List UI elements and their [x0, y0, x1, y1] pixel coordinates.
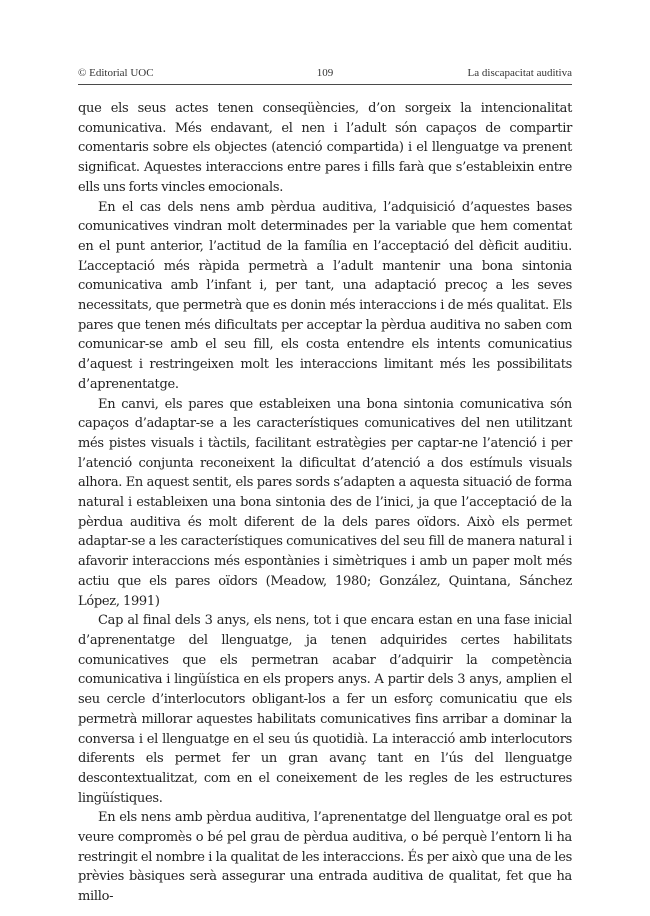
paragraph: En els nens amb pèrdua auditiva, l’aprenentatge del llenguatge oral es pot veure compromès o bé pel grau de pèrdua auditiva, o bé perquè l’entorn li ha restringit el nombre i la qualitat de les interaccions. És per això que una de les prèvies bàsiques serà assegurar una entrada auditiva de qualitat, fet que ha millo-: [78, 810, 572, 905]
paragraph: En el cas dels nens amb pèrdua auditiva, l’adquisició d’aquestes bases comunicatives vindran molt determinades per la variable que hem comentat en el punt anterior, l’actitud de la família en l’acceptació del dèficit auditiu. L’acceptació més ràpida permetrà a l’adult mantenir una bona sintonia comunicativa amb l’infant i, per tant, una adaptació precoç a les seves necessitats, que permetrà que es donin més interaccions i de més qualitat. Els pares que tenen més dificultats per acceptar la pèrdua auditiva no saben com comunicar-se amb el seu fill, els costa entendre els intents comunicatius d’aquest i restringeixen molt les interaccions limitant més les possibilitats d’aprenentatge.: [78, 199, 572, 392]
paragraph: En canvi, els pares que estableixen una bona sintonia comunicativa són capaços d’adaptar-se a les característiques comunicatives del nen utilitzant més pistes visuals i tàctils, facilitant estratègies per captar-ne l’atenció i per l’atenció conjunta reconeixent la dificultat d’atenció a dos estímuls visuals alhora. En aquest sentit, els pares sords s’adapten a aquesta situació de forma natural i estableixen una bona sintonia des de l’inici, ja que l’acceptació de la pèrdua auditiva és molt diferent de la dels pares oïdors. Això els permet adaptar-se a les característiques comunicatives del seu fill de manera natural i afavorir interaccions més espontànies i simètriques i amb un paper molt més actiu que els pares oïdors (Meadow, 1980; González, Quintana, Sánchez López, 1991): [78, 396, 572, 609]
paragraph: Cap al final dels 3 anys, els nens, tot i que encara estan en una fase inicial d’aprenentatge del llenguatge, ja tenen adquirides certes habilitats comunicatives que els permetran acabar d’adquirir la competència comunicativa i lingüística en els propers anys. A partir dels 3 anys, amplien el seu cercle d’interlocutors obligant-los a fer un esforç comunicatiu que els permetrà millorar aquestes habilitats comunicatives fins arribar a dominar la conversa i el llenguatge en el seu ús quotidià. La interacció amb interlocutors diferents els permet fer un gran avanç tant en l’ús del llenguatge descontextualitzat, com en el coneixement de les regles de les estructures lingüístiques.: [78, 613, 572, 806]
section-title: La discapacitat auditiva: [467, 67, 572, 79]
running-header: [78, 64, 572, 85]
page-number: 109: [316, 67, 334, 79]
publisher-label: © Editorial UOC: [78, 67, 154, 79]
paragraph-continuation: que els seus actes tenen conseqüències, d’on sorgeix la intencionalitat comunicativa. Més endavant, el nen i l’adult són capaços de compartir comentaris sobre els objectes (atenció compartida) i el llenguatge va prenent significat. Aquestes interaccions entre pares i fills farà que s’estableixin entre ells uns forts vincles emocionals.: [78, 101, 572, 195]
body-text: [78, 99, 572, 907]
